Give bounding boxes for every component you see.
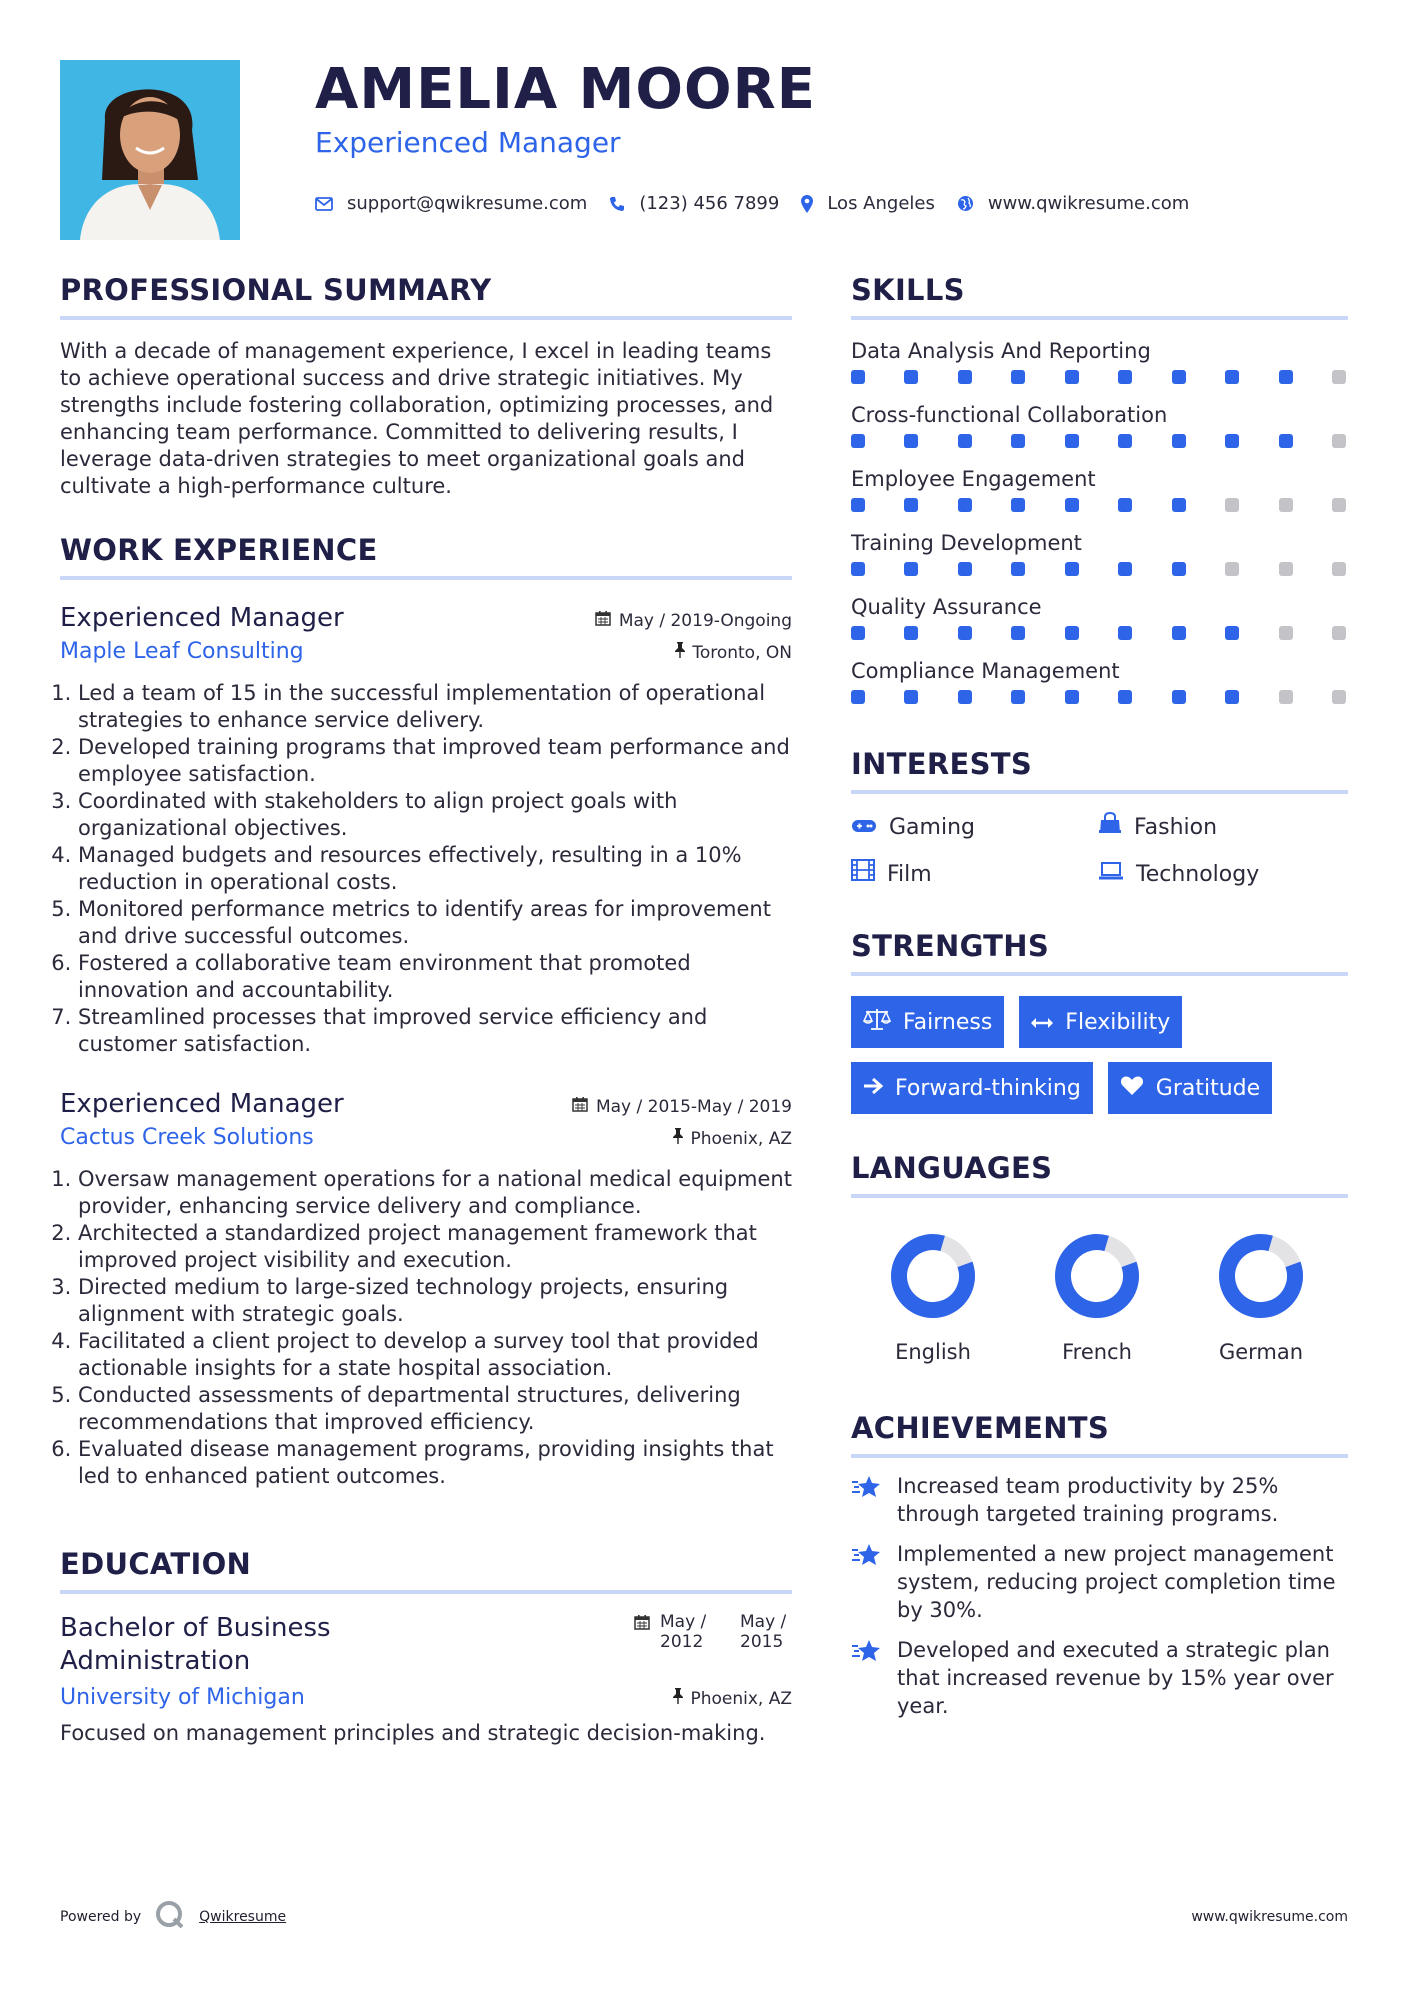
rating-dot-filled: [1225, 690, 1239, 704]
rating-dot-filled: [1172, 370, 1186, 384]
rating-dot-filled: [1279, 434, 1293, 448]
language-item: [1015, 1232, 1179, 1366]
achievement-text: Implemented a new project management system, reducing project completion time by 30%.: [897, 1542, 1336, 1622]
rating-dot-filled: [1279, 370, 1293, 384]
skill-item: [851, 462, 1348, 512]
rating-dot-filled: [1118, 690, 1132, 704]
achievement-text: Developed and executed a strategic plan that increased revenue by 15% year over year.: [897, 1638, 1334, 1718]
rating-dot-filled: [1172, 498, 1186, 512]
profile-photo: [60, 60, 240, 240]
summary-heading: PROFESSIONAL SUMMARY: [60, 270, 792, 320]
rating-dot-filled: [851, 498, 865, 512]
rating-dot-filled: [1172, 626, 1186, 640]
achievements-list: [851, 1472, 1348, 1720]
achievements-heading: ACHIEVEMENTS: [851, 1408, 1348, 1458]
job-date: May / 2019-Ongoing: [595, 610, 792, 631]
candidate-name: AMELIA MOORE: [315, 57, 816, 122]
education-end: May / 2015: [740, 1612, 787, 1652]
list-item: 4. Facilitated a client project to develop a survey tool that provided actionable insights for a state hospital association.: [78, 1328, 792, 1382]
rating-dot-filled: [904, 434, 918, 448]
film-icon: [851, 859, 875, 890]
heart-icon: [1120, 1075, 1144, 1102]
powered-by: [60, 1900, 286, 1934]
rating-dot-filled: [851, 370, 865, 384]
right-column: [851, 270, 1348, 1720]
globe-icon: [957, 195, 974, 212]
skill-name: Cross-functional Collaboration: [851, 403, 1168, 427]
footer-website[interactable]: www.qwikresume.com: [1191, 1909, 1348, 1925]
rating-dot-filled: [1118, 562, 1132, 576]
rating-dot-filled: [1011, 626, 1025, 640]
interest-item: Film: [851, 859, 1098, 890]
summary-text: With a decade of management experience, I excel in leading teams to achieve operational success and drive strategic initiatives. My strengths include fostering collaboration, optimizing processes, and enhancing team performance. Committed to delivering results, I leverage data-driven strategies to meet organizational goals and cultivate a high-performance culture.: [60, 339, 774, 498]
skill-item: [851, 590, 1348, 640]
pushpin-icon: [674, 642, 686, 663]
rating-dot-empty: [1332, 434, 1346, 448]
rating-dot-filled: [1011, 370, 1025, 384]
shopping-bag-icon: [1098, 812, 1122, 843]
skill-rating: [851, 562, 1348, 576]
rating-dot-filled: [1065, 626, 1079, 640]
rating-dot-filled: [958, 498, 972, 512]
rating-dot-filled: [1065, 562, 1079, 576]
job-duties: [60, 1166, 792, 1490]
rating-dot-empty: [1279, 690, 1293, 704]
education-heading: EDUCATION: [60, 1544, 792, 1594]
rating-dot-empty: [1225, 498, 1239, 512]
list-item: 7. Streamlined processes that improved service efficiency and customer satisfaction.: [78, 1004, 792, 1058]
rating-dot-filled: [904, 562, 918, 576]
achievement-item: [851, 1636, 1348, 1720]
education-description: Focused on management principles and strategic decision-making.: [60, 1721, 766, 1745]
rating-dot-filled: [851, 434, 865, 448]
list-item: 2. Architected a standardized project management framework that improved project visibility and execution.: [78, 1220, 792, 1274]
skill-name: Employee Engagement: [851, 467, 1096, 491]
rating-dot-filled: [1225, 626, 1239, 640]
rating-dot-filled: [851, 690, 865, 704]
interests-heading: INTERESTS: [851, 744, 1348, 794]
skill-name: Quality Assurance: [851, 595, 1042, 619]
language-name: English: [895, 1340, 971, 1364]
skill-rating: [851, 498, 1348, 512]
list-item: 6. Fostered a collaborative team environment that promoted innovation and accountability.: [78, 950, 792, 1004]
strengths-section: [851, 926, 1348, 1114]
interest-item: Technology: [1098, 859, 1348, 890]
rating-dot-filled: [851, 626, 865, 640]
skill-rating: [851, 690, 1348, 704]
rating-dot-empty: [1279, 498, 1293, 512]
rating-dot-filled: [1011, 498, 1025, 512]
rating-dot-filled: [904, 370, 918, 384]
rating-dot-filled: [1118, 498, 1132, 512]
brand-link[interactable]: Qwikresume: [199, 1909, 287, 1925]
language-item: [1179, 1232, 1343, 1366]
interest-item: Fashion: [1098, 812, 1348, 843]
job-title: Experienced Manager: [60, 603, 344, 633]
rating-dot-empty: [1332, 562, 1346, 576]
laptop-icon: [1098, 860, 1124, 890]
rating-dot-filled: [1118, 370, 1132, 384]
language-name: French: [1062, 1340, 1132, 1364]
gamepad-icon: [851, 813, 877, 843]
rating-dot-filled: [1172, 562, 1186, 576]
skills-heading: SKILLS: [851, 270, 1348, 320]
job-duties: [60, 680, 792, 1058]
skill-item: [851, 654, 1348, 704]
rating-dot-empty: [1332, 370, 1346, 384]
rating-dot-filled: [1065, 498, 1079, 512]
resume-header: [315, 55, 1375, 214]
star-icon: [851, 1540, 883, 1624]
skill-rating: [851, 626, 1348, 640]
skill-item: [851, 334, 1348, 384]
languages-section: [851, 1148, 1348, 1366]
rating-dot-filled: [1011, 690, 1025, 704]
rating-dot-filled: [851, 562, 865, 576]
skill-name: Data Analysis And Reporting: [851, 339, 1151, 363]
rating-dot-filled: [958, 562, 972, 576]
job-title: Experienced Manager: [60, 1089, 344, 1119]
rating-dot-filled: [1118, 434, 1132, 448]
language-name: German: [1218, 1340, 1304, 1364]
rating-dot-filled: [1118, 626, 1132, 640]
rating-dot-filled: [1011, 434, 1025, 448]
experience-heading: WORK EXPERIENCE: [60, 530, 792, 580]
list-item: 1. Oversaw management operations for a national medical equipment provider, enhancing service delivery and compliance.: [78, 1166, 792, 1220]
job-location: Phoenix, AZ: [672, 1128, 792, 1149]
job-company[interactable]: Maple Leaf Consulting: [60, 639, 304, 664]
interest-item: Gaming: [851, 812, 1098, 843]
rating-dot-empty: [1332, 498, 1346, 512]
list-item: 5. Conducted assessments of departmental structures, delivering recommendations that improved efficiency.: [78, 1382, 792, 1436]
pushpin-icon: [672, 1128, 684, 1149]
contact-phone[interactable]: (123) 456 7899: [639, 193, 780, 214]
rating-dot-filled: [1225, 370, 1239, 384]
school-name[interactable]: University of Michigan: [60, 1685, 305, 1710]
donut-fill: [1217, 1232, 1304, 1319]
rating-dot-filled: [958, 626, 972, 640]
achievement-item: [851, 1472, 1348, 1528]
degree-title: Bachelor of Business Administration: [60, 1613, 331, 1676]
interests-section: [851, 744, 1348, 890]
rating-dot-filled: [1065, 370, 1079, 384]
contact-bar: [315, 193, 1375, 214]
skill-item: [851, 398, 1348, 448]
achievement-text: Increased team productivity by 25% through targeted training programs.: [897, 1474, 1279, 1526]
contact-email[interactable]: support@qwikresume.com: [347, 193, 588, 214]
contact-website[interactable]: www.qwikresume.com: [987, 193, 1190, 214]
rating-dot-empty: [1225, 562, 1239, 576]
list-item: 5. Monitored performance metrics to identify areas for improvement and drive successful outcomes.: [78, 896, 792, 950]
skill-rating: [851, 370, 1348, 384]
achievement-item: [851, 1540, 1348, 1624]
skills-section: [851, 270, 1348, 704]
candidate-role: Experienced Manager: [315, 126, 621, 159]
job-location: Toronto, ON: [674, 642, 792, 663]
rating-dot-filled: [1065, 690, 1079, 704]
skill-item: [851, 526, 1348, 576]
education-dates: [634, 1612, 792, 1652]
rating-dot-empty: [1332, 690, 1346, 704]
rating-dot-filled: [1011, 562, 1025, 576]
rating-dot-filled: [1172, 690, 1186, 704]
envelope-icon: [315, 197, 333, 211]
language-donut: [889, 1232, 977, 1320]
left-column: [60, 270, 792, 1747]
rating-dot-filled: [904, 626, 918, 640]
star-icon: [851, 1636, 883, 1720]
list-item: 1. Led a team of 15 in the successful implementation of operational strategies to enhance service delivery.: [78, 680, 792, 734]
rating-dot-filled: [904, 498, 918, 512]
list-item: 6. Evaluated disease management programs, providing insights that led to enhanced patient outcomes.: [78, 1436, 792, 1490]
donut-fill: [889, 1232, 976, 1319]
strengths-heading: STRENGTHS: [851, 926, 1348, 976]
rating-dot-empty: [1332, 626, 1346, 640]
qwikresume-logo-icon: [155, 1900, 185, 1934]
rating-dot-filled: [904, 690, 918, 704]
rating-dot-empty: [1279, 626, 1293, 640]
skill-name: Training Development: [851, 531, 1082, 555]
achievements-section: [851, 1408, 1348, 1720]
languages-list: [851, 1232, 1348, 1366]
strengths-list: [851, 996, 1348, 1114]
rating-dot-filled: [958, 370, 972, 384]
interests-list: [851, 812, 1348, 890]
skill-name: Compliance Management: [851, 659, 1120, 683]
rating-dot-filled: [1065, 434, 1079, 448]
job-company[interactable]: Cactus Creek Solutions: [60, 1125, 314, 1150]
list-item: 4. Managed budgets and resources effectively, resulting in a 10% reduction in operational costs.: [78, 842, 792, 896]
rating-dot-filled: [1172, 434, 1186, 448]
strength-badge: Fairness: [851, 996, 1004, 1048]
contact-location: Los Angeles: [827, 193, 935, 214]
calendar-icon: [572, 1096, 588, 1117]
language-donut: [1053, 1232, 1141, 1320]
rating-dot-filled: [958, 434, 972, 448]
strength-badge: Flexibility: [1019, 996, 1182, 1048]
job-date: May / 2015-May / 2019: [572, 1096, 792, 1117]
star-icon: [851, 1472, 883, 1528]
skill-rating: [851, 434, 1348, 448]
strength-badge: Gratitude: [1108, 1062, 1272, 1114]
balance-scale-icon: [863, 1007, 891, 1037]
list-item: 2. Developed training programs that improved team performance and employee satisfaction.: [78, 734, 792, 788]
list-item: 3. Coordinated with stakeholders to align project goals with organizational objectives.: [78, 788, 792, 842]
rating-dot-filled: [958, 690, 972, 704]
calendar-icon: [595, 610, 611, 631]
language-item: [851, 1232, 1015, 1366]
pushpin-icon: [672, 1688, 684, 1709]
map-marker-icon: [801, 195, 813, 213]
job-entry: [60, 1086, 792, 1490]
job-entry: [60, 600, 792, 1058]
phone-icon: [609, 196, 625, 212]
education-section: [60, 1544, 792, 1747]
arrow-right-icon: [863, 1076, 883, 1101]
language-donut: [1217, 1232, 1305, 1320]
rating-dot-filled: [1225, 434, 1239, 448]
strength-badge: Forward-thinking: [851, 1062, 1093, 1114]
arrows-horizontal-icon: [1031, 1010, 1053, 1035]
summary-section: [60, 270, 792, 500]
calendar-icon: [634, 1612, 650, 1635]
experience-section: [60, 530, 792, 1490]
education-start: May / 2012: [660, 1612, 707, 1652]
skills-list: [851, 334, 1348, 704]
rating-dot-empty: [1279, 562, 1293, 576]
languages-heading: LANGUAGES: [851, 1148, 1348, 1198]
page-footer: [60, 1900, 1348, 1934]
powered-by-label: Powered by: [60, 1909, 142, 1925]
education-location: Phoenix, AZ: [672, 1688, 792, 1709]
donut-fill: [1053, 1232, 1140, 1319]
list-item: 3. Directed medium to large-sized technology projects, ensuring alignment with strategic goals.: [78, 1274, 792, 1328]
